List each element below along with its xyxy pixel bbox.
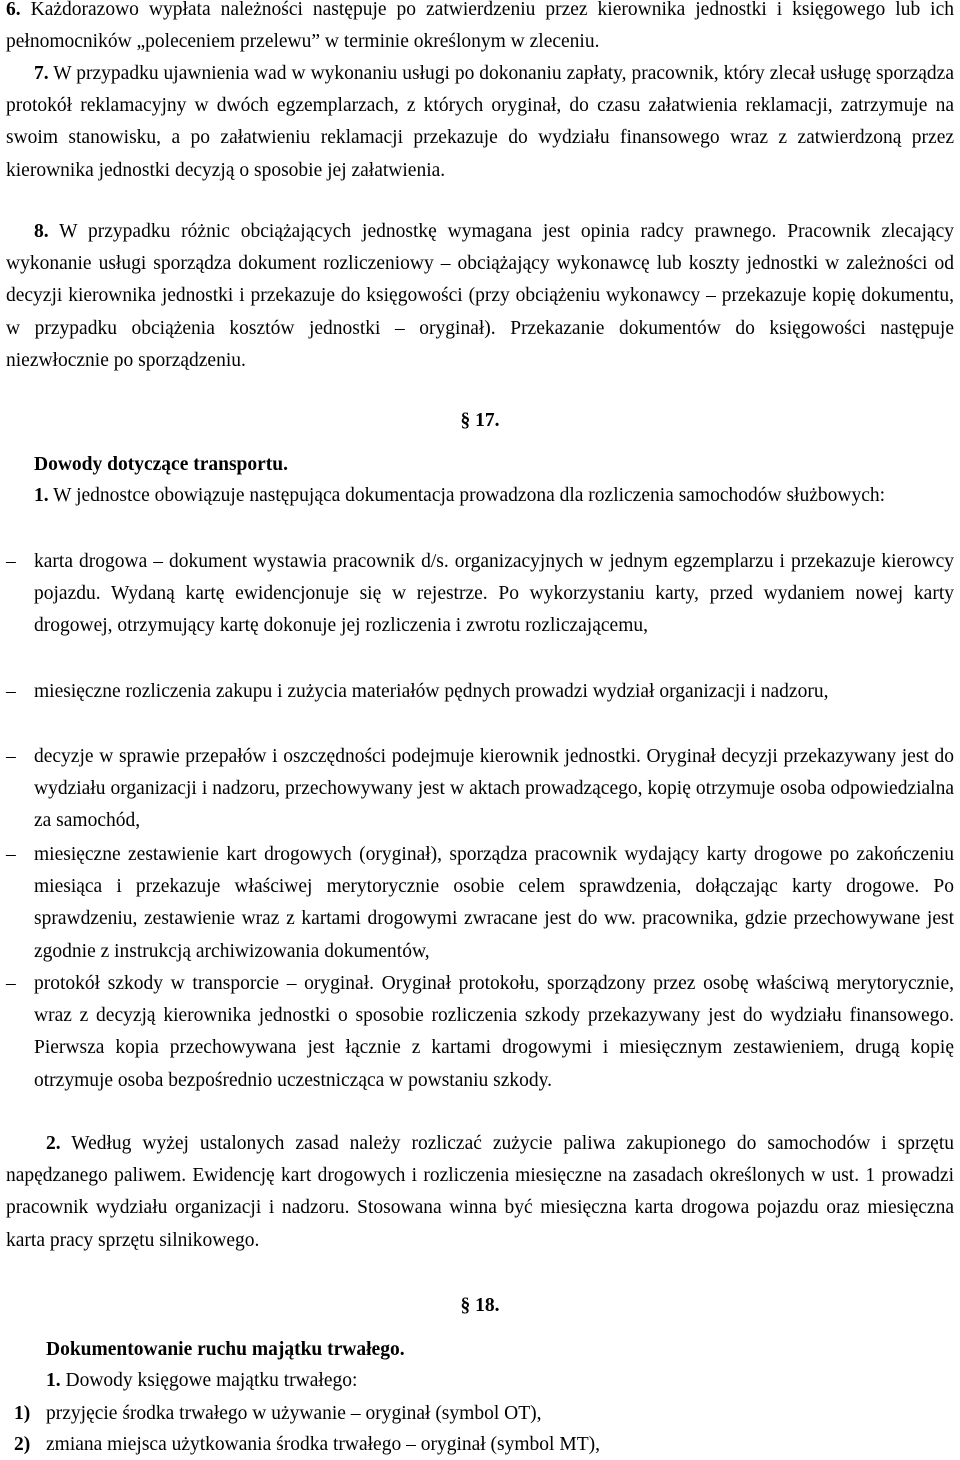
dash-marker: – (6, 746, 16, 767)
dash-marker: – (6, 973, 16, 994)
list-item (6, 968, 954, 1097)
dash-marker: – (6, 681, 16, 702)
paragraph-number: 1. (46, 1370, 61, 1391)
list-item (6, 546, 954, 643)
list-item (6, 676, 954, 708)
list-item-number: 2) (14, 1434, 31, 1455)
list-item-number: 1) (14, 1403, 31, 1424)
paragraph-number: 7. (34, 63, 49, 84)
list-item-text: miesięczne zestawienie kart drogowych (oryginał), sporządza pracownik wydający karty drogowe po zakończeniu miesiąca i przekazuje właściwej merytorycznie osobie celem sprawdzenia, dołączając karty drogowe. Po sprawdzeniu, zestawienie wraz z kartami drogowymi zwracane jest do ww. pracownika, gdzie przechowywane jest zgodnie z instrukcją archiwizowania dokumentów, (34, 844, 954, 962)
section-17-title: Dowody dotyczące transportu. (34, 454, 289, 475)
paragraph-text: W przypadku różnic obciążających jednostkę wymagana jest opinia radcy prawnego. Pracownik zlecający wykonanie usługi sporządza dokument rozliczeniowy – obciążający wykonawcę lub koszty jednostki w zależności od decyzji kierownika jednostki i przekazuje do księgowości (przy obciążeniu wykonawcy – przekazuje kopię dokumentu, w przypadku obciążenia kosztów jednostki – oryginał). Przekazanie dokumentów do księgowości następuje niezwłocznie po sporządzeniu. (6, 221, 954, 371)
list-item (14, 1430, 954, 1460)
list-item-text: decyzje w sprawie przepałów i oszczędności podejmuje kierownik jednostki. Oryginał decyzji przekazywany jest do wydziału organizacji i nadzoru, przechowywany jest w aktach prowadzącego, kopię otrzymuje osoba odpowiedzialna za samochód, (34, 746, 954, 832)
list-item-text: przyjęcie środka trwałego w używanie – oryginał (symbol OT), (46, 1403, 542, 1424)
paragraph-number: 2. (46, 1133, 61, 1154)
paragraph-text: Dowody księgowe majątku trwałego: (65, 1370, 358, 1391)
list-item (14, 1399, 954, 1429)
list-item (6, 839, 954, 968)
section-18-title: Dokumentowanie ruchu majątku trwałego. (46, 1339, 405, 1360)
section-17-paragraph-2 (6, 1128, 954, 1257)
list-item-text: protokół szkody w transporcie – oryginał. Oryginał protokołu, sporządzony przez osobę właściwą merytorycznie, wraz z decyzją kierownika jednostki o sposobie rozliczenia szkody przekazywany jest do wydziału finansowego. Pierwsza kopia przechowywana jest łącznie z kartami drogowymi i miesięcznym zestawieniem, drugą kopię otrzymuje osoba bezpośrednio uczestnicząca w powstaniu szkody. (34, 973, 954, 1091)
paragraph-number: 1. (34, 485, 49, 506)
section-18-paragraph-1 (46, 1366, 357, 1396)
list-item-text: miesięczne rozliczenia zakupu i zużycia materiałów pędnych prowadzi wydział organizacji i nadzoru, (34, 681, 829, 702)
paragraph-text: W jednostce obowiązuje następująca dokumentacja prowadzona dla rozliczenia samochodów służbowych: (53, 485, 886, 506)
paragraph-text: Według wyżej ustalonych zasad należy rozliczać zużycie paliwa zakupionego do samochodów i sprzętu napędzanego paliwem. Ewidencję kart drogowych i rozliczenia miesięczne na zasadach określonych w ust. 1 prowadzi pracownik wydziału organizacji i nadzoru. Stosowana winna być miesięczna karta drogowa pojazdu oraz miesięczna karta pracy sprzętu silnikowego. (6, 1133, 954, 1251)
paragraph-7 (6, 58, 954, 187)
section-17-number: § 17. (460, 410, 500, 431)
list-item (6, 741, 954, 838)
paragraph-number: 8. (34, 221, 49, 242)
paragraph-8 (6, 216, 954, 377)
paragraph-text: Każdorazowo wypłata należności następuje po zatwierdzeniu przez kierownika jednostki i księgowego lub ich pełnomocników „poleceniem przelewu” w terminie określonym w zleceniu. (6, 0, 955, 53)
section-18-number: § 18. (460, 1295, 500, 1316)
list-item-text: karta drogowa – dokument wystawia pracownik d/s. organizacyjnych w jednym egzemplarzu i przekazuje kierowcy pojazdu. Wydaną kartę ewidencjonuje się w rejestrze. Po wykorzystaniu karty, przed wydaniem nowej karty drogowej, otrzymujący kartę dokonuje jej rozliczenia i zwrotu rozliczającemu, (34, 551, 954, 637)
list-item-text: zmiana miejsca użytkowania środka trwałego – oryginał (symbol MT), (46, 1434, 600, 1455)
dash-marker: – (6, 551, 16, 572)
paragraph-number: 6. (6, 0, 21, 20)
dash-marker: – (6, 844, 16, 865)
paragraph-text: W przypadku ujawnienia wad w wykonaniu usługi po dokonaniu zapłaty, pracownik, który zlecał usługę sporządza protokół reklamacyjny w dwóch egzemplarzach, z których oryginał, do czasu załatwienia reklamacji, zatrzymuje na swoim stanowisku, a po załatwieniu reklamacji przekazuje do wydziału finansowego wraz z zatwierdzoną przez kierownika jednostki decyzją o sposobie jej załatwienia. (6, 63, 954, 181)
paragraph-6 (6, 0, 954, 58)
section-17-paragraph-1 (6, 480, 954, 512)
